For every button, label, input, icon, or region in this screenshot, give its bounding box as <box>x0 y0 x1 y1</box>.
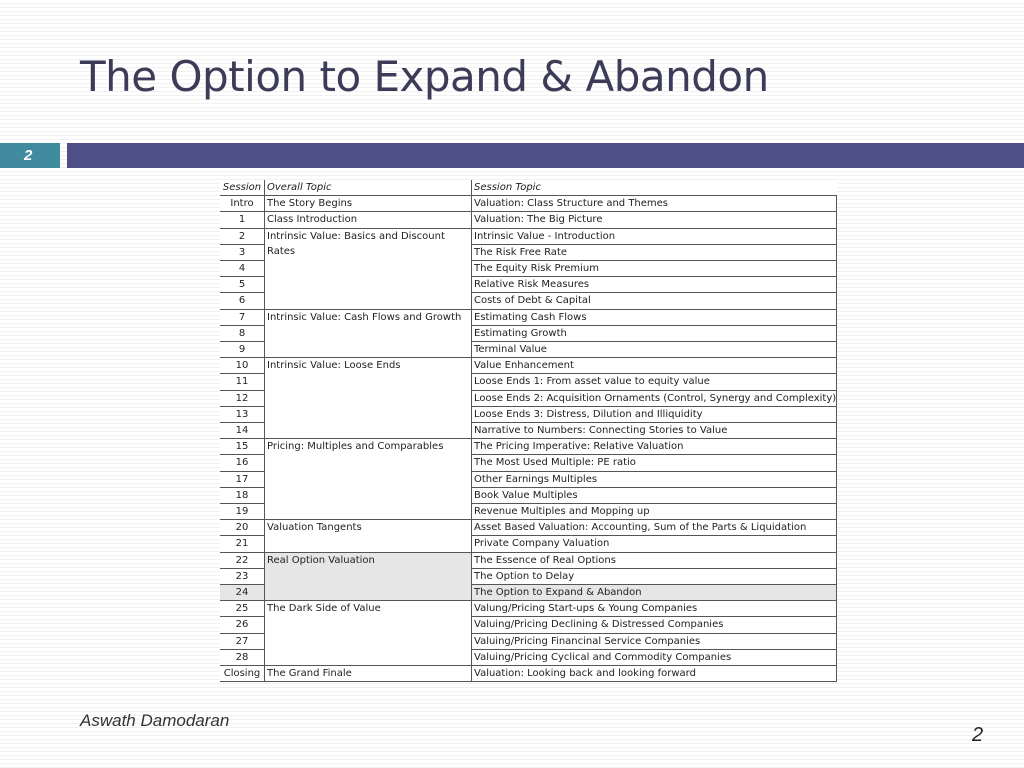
header-overall-topic: Overall Topic <box>265 180 472 196</box>
overall-topic-cell: Intrinsic Value: Cash Flows and Growth <box>265 309 472 358</box>
session-topic-cell: Asset Based Valuation: Accounting, Sum of the Parts & Liquidation <box>472 520 837 536</box>
session-topic-cell: Valuing/Pricing Cyclical and Commodity Companies <box>472 649 837 665</box>
table-row <box>220 666 837 682</box>
table-row <box>220 520 837 536</box>
overall-topic-cell: Class Introduction <box>265 212 472 228</box>
slide-number-box: 2 <box>0 143 60 168</box>
session-number-cell: 18 <box>220 487 265 503</box>
session-number-cell: 25 <box>220 601 265 617</box>
session-number-cell: 8 <box>220 325 265 341</box>
session-number-cell: 5 <box>220 277 265 293</box>
course-schedule-table <box>220 180 837 682</box>
overall-topic-cell: Valuation Tangents <box>265 520 472 552</box>
session-number-cell: 1 <box>220 212 265 228</box>
page-number: 2 <box>972 724 984 746</box>
session-topic-cell: Revenue Multiples and Mopping up <box>472 504 837 520</box>
session-number-cell: 12 <box>220 390 265 406</box>
session-number-cell: 22 <box>220 552 265 568</box>
session-number-cell: 21 <box>220 536 265 552</box>
session-number-cell: 17 <box>220 471 265 487</box>
session-number-cell: 20 <box>220 520 265 536</box>
session-topic-cell: Valuing/Pricing Declining & Distressed Companies <box>472 617 837 633</box>
session-topic-cell: Valuation: Looking back and looking forward <box>472 666 837 682</box>
session-number-cell: 10 <box>220 358 265 374</box>
overall-topic-cell: Intrinsic Value: Loose Ends <box>265 358 472 439</box>
overall-topic-cell: Real Option Valuation <box>265 552 472 601</box>
session-topic-cell: Other Earnings Multiples <box>472 471 837 487</box>
table-row <box>220 196 837 212</box>
session-number-cell: 13 <box>220 406 265 422</box>
session-topic-cell: The Option to Delay <box>472 568 837 584</box>
header-accent-bar <box>67 143 1024 168</box>
table-row <box>220 358 837 374</box>
session-topic-cell: Loose Ends 2: Acquisition Ornaments (Control, Synergy and Complexity) <box>472 390 837 406</box>
session-number-cell: 3 <box>220 244 265 260</box>
table-row <box>220 228 837 244</box>
author-footer: Aswath Damodaran <box>80 711 230 730</box>
session-topic-cell: Estimating Cash Flows <box>472 309 837 325</box>
header-session-topic: Session Topic <box>472 180 837 196</box>
session-topic-cell: The Pricing Imperative: Relative Valuation <box>472 439 837 455</box>
session-topic-cell: Book Value Multiples <box>472 487 837 503</box>
table-row <box>220 309 837 325</box>
session-number-cell: 2 <box>220 228 265 244</box>
session-number-cell: 16 <box>220 455 265 471</box>
slide-title: The Option to Expand & Abandon <box>80 52 769 101</box>
session-topic-cell: Valuation: Class Structure and Themes <box>472 196 837 212</box>
overall-topic-cell: The Story Begins <box>265 196 472 212</box>
session-topic-cell: Narrative to Numbers: Connecting Stories to Value <box>472 423 837 439</box>
session-number-cell: 23 <box>220 568 265 584</box>
session-number-cell: Closing <box>220 666 265 682</box>
session-topic-cell: The Most Used Multiple: PE ratio <box>472 455 837 471</box>
session-number-cell: 26 <box>220 617 265 633</box>
header-session: Session <box>220 180 265 196</box>
session-topic-cell: Intrinsic Value - Introduction <box>472 228 837 244</box>
session-number-cell: 7 <box>220 309 265 325</box>
session-number-cell: 14 <box>220 423 265 439</box>
session-topic-cell: Relative Risk Measures <box>472 277 837 293</box>
session-number-cell: 4 <box>220 261 265 277</box>
session-topic-cell: Loose Ends 1: From asset value to equity value <box>472 374 837 390</box>
table-header-row <box>220 180 837 196</box>
overall-topic-cell: The Dark Side of Value <box>265 601 472 666</box>
session-number-cell: 6 <box>220 293 265 309</box>
session-topic-cell: The Equity Risk Premium <box>472 261 837 277</box>
session-number-cell: 27 <box>220 633 265 649</box>
session-number-cell: 28 <box>220 649 265 665</box>
session-topic-cell: Estimating Growth <box>472 325 837 341</box>
session-topic-cell: Value Enhancement <box>472 358 837 374</box>
table-row <box>220 601 837 617</box>
table-row <box>220 212 837 228</box>
table-row <box>220 552 837 568</box>
session-topic-cell: Valung/Pricing Start-ups & Young Companies <box>472 601 837 617</box>
session-number-cell: 19 <box>220 504 265 520</box>
overall-topic-cell: Pricing: Multiples and Comparables <box>265 439 472 520</box>
session-topic-cell: Loose Ends 3: Distress, Dilution and Illiquidity <box>472 406 837 422</box>
session-number-cell: 9 <box>220 342 265 358</box>
session-number-cell: 24 <box>220 585 265 601</box>
table-row <box>220 439 837 455</box>
session-number-cell: 15 <box>220 439 265 455</box>
session-topic-cell: The Risk Free Rate <box>472 244 837 260</box>
session-topic-cell: The Option to Expand & Abandon <box>472 585 837 601</box>
session-number-cell: 11 <box>220 374 265 390</box>
session-topic-cell: Terminal Value <box>472 342 837 358</box>
session-number-cell: Intro <box>220 196 265 212</box>
session-topic-cell: Private Company Valuation <box>472 536 837 552</box>
overall-topic-cell: The Grand Finale <box>265 666 472 682</box>
session-topic-cell: Valuation: The Big Picture <box>472 212 837 228</box>
session-topic-cell: Valuing/Pricing Financinal Service Companies <box>472 633 837 649</box>
session-topic-cell: The Essence of Real Options <box>472 552 837 568</box>
session-topic-cell: Costs of Debt & Capital <box>472 293 837 309</box>
overall-topic-cell: Intrinsic Value: Basics and Discount Rates <box>265 228 472 309</box>
